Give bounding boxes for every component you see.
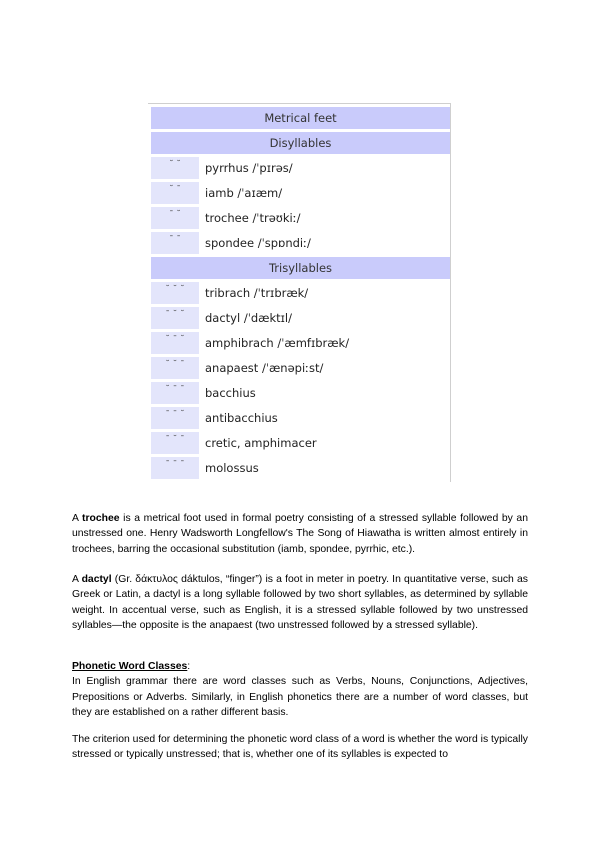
- foot-name: amphibrach /ˈæmfɪbræk/: [199, 332, 450, 354]
- trisyllables-header: Trisyllables: [151, 257, 450, 279]
- paragraph-text: (Gr. δάκτυλος dáktulos, “finger”) is a foot in meter in poetry. In quantitative verse, such as Greek or Latin, a dactyl is a long syllable followed by two short syllables, as determined by syllable weight. In accentual verse, such as English, it is a stressed syllable followed by two unstressed syllables—the opposite is the anapaest (two unstressed followed by a stressed syllable).: [72, 574, 528, 632]
- foot-name: antibacchius: [199, 407, 450, 429]
- meter-symbol: ¯ ˘ ˘: [151, 307, 199, 329]
- table-row: [151, 207, 450, 229]
- foot-name: pyrrhus /ˈpɪrəs/: [199, 157, 450, 179]
- table-row: [151, 357, 450, 379]
- meter-symbol: ¯ ¯ ˘: [151, 407, 199, 429]
- table-row: [151, 182, 450, 204]
- table-row: [151, 382, 450, 404]
- table-row: [151, 457, 450, 479]
- paragraph-prefix: A: [72, 513, 82, 524]
- foot-name: dactyl /ˈdæktɪl/: [199, 307, 450, 329]
- meter-symbol: ˘ ˘: [151, 157, 199, 179]
- section-heading: Phonetic Word Classes: [72, 661, 188, 672]
- meter-symbol: ˘ ¯ ˘: [151, 332, 199, 354]
- paragraph-prefix: A: [72, 574, 82, 585]
- foot-name: bacchius: [199, 382, 450, 404]
- foot-name: tribrach /ˈtrɪbræk/: [199, 282, 450, 304]
- table-row: [151, 407, 450, 429]
- foot-name: spondee /ˈspɒndiː/: [199, 232, 450, 254]
- foot-name: molossus: [199, 457, 450, 479]
- table-row: [151, 432, 450, 454]
- term-trochee: trochee: [81, 513, 120, 524]
- criterion-paragraph: [72, 732, 528, 763]
- meter-symbol: ˘ ¯: [151, 182, 199, 204]
- table-row: [151, 157, 450, 179]
- meter-symbol: ¯ ˘ ¯: [151, 432, 199, 454]
- foot-name: anapaest /ˈænəpiːst/: [199, 357, 450, 379]
- table-row: [151, 282, 450, 304]
- meter-symbol: ¯ ˘: [151, 207, 199, 229]
- dactyl-paragraph: [72, 572, 528, 634]
- metrical-feet-table: [148, 103, 451, 482]
- paragraph-text: The criterion used for determining the phonetic word class of a word is whether the word is typically stressed or typically unstressed; that is, whether one of its syllables is expected to: [72, 734, 528, 761]
- paragraph-text: is a metrical foot used in formal poetry consisting of a stressed syllable followed by an unstressed one. Henry Wadsworth Longfellow's The Song of Hiawatha is written almost entirely in trochees, barring the occasional substitution (iamb, spondee, pyrrhic, etc.).: [72, 513, 528, 555]
- word-classes-section: [72, 659, 528, 721]
- term-dactyl: dactyl: [81, 574, 112, 585]
- meter-symbol: ˘ ˘ ¯: [151, 357, 199, 379]
- foot-name: cretic, amphimacer: [199, 432, 450, 454]
- disyllables-header: Disyllables: [151, 132, 450, 154]
- table-row: [151, 232, 450, 254]
- paragraph-text: In English grammar there are word classes such as Verbs, Nouns, Conjunctions, Adjectives, Prepositions or Adverbs. Similarly, in English phonetics there are a number of word classes, but they are established on a rather different basis.: [72, 676, 528, 719]
- meter-symbol: ¯ ¯ ¯: [151, 457, 199, 479]
- trochee-paragraph: [72, 511, 528, 557]
- meter-symbol: ¯ ¯: [151, 232, 199, 254]
- foot-name: iamb /ˈaɪæm/: [199, 182, 450, 204]
- table-title: Metrical feet: [151, 107, 450, 129]
- foot-name: trochee /ˈtrəʊkiː/: [199, 207, 450, 229]
- heading-colon: :: [187, 661, 191, 672]
- meter-symbol: ˘ ˘ ˘: [151, 282, 199, 304]
- table-row: [151, 307, 450, 329]
- table-row: [151, 332, 450, 354]
- meter-symbol: ˘ ¯ ¯: [151, 382, 199, 404]
